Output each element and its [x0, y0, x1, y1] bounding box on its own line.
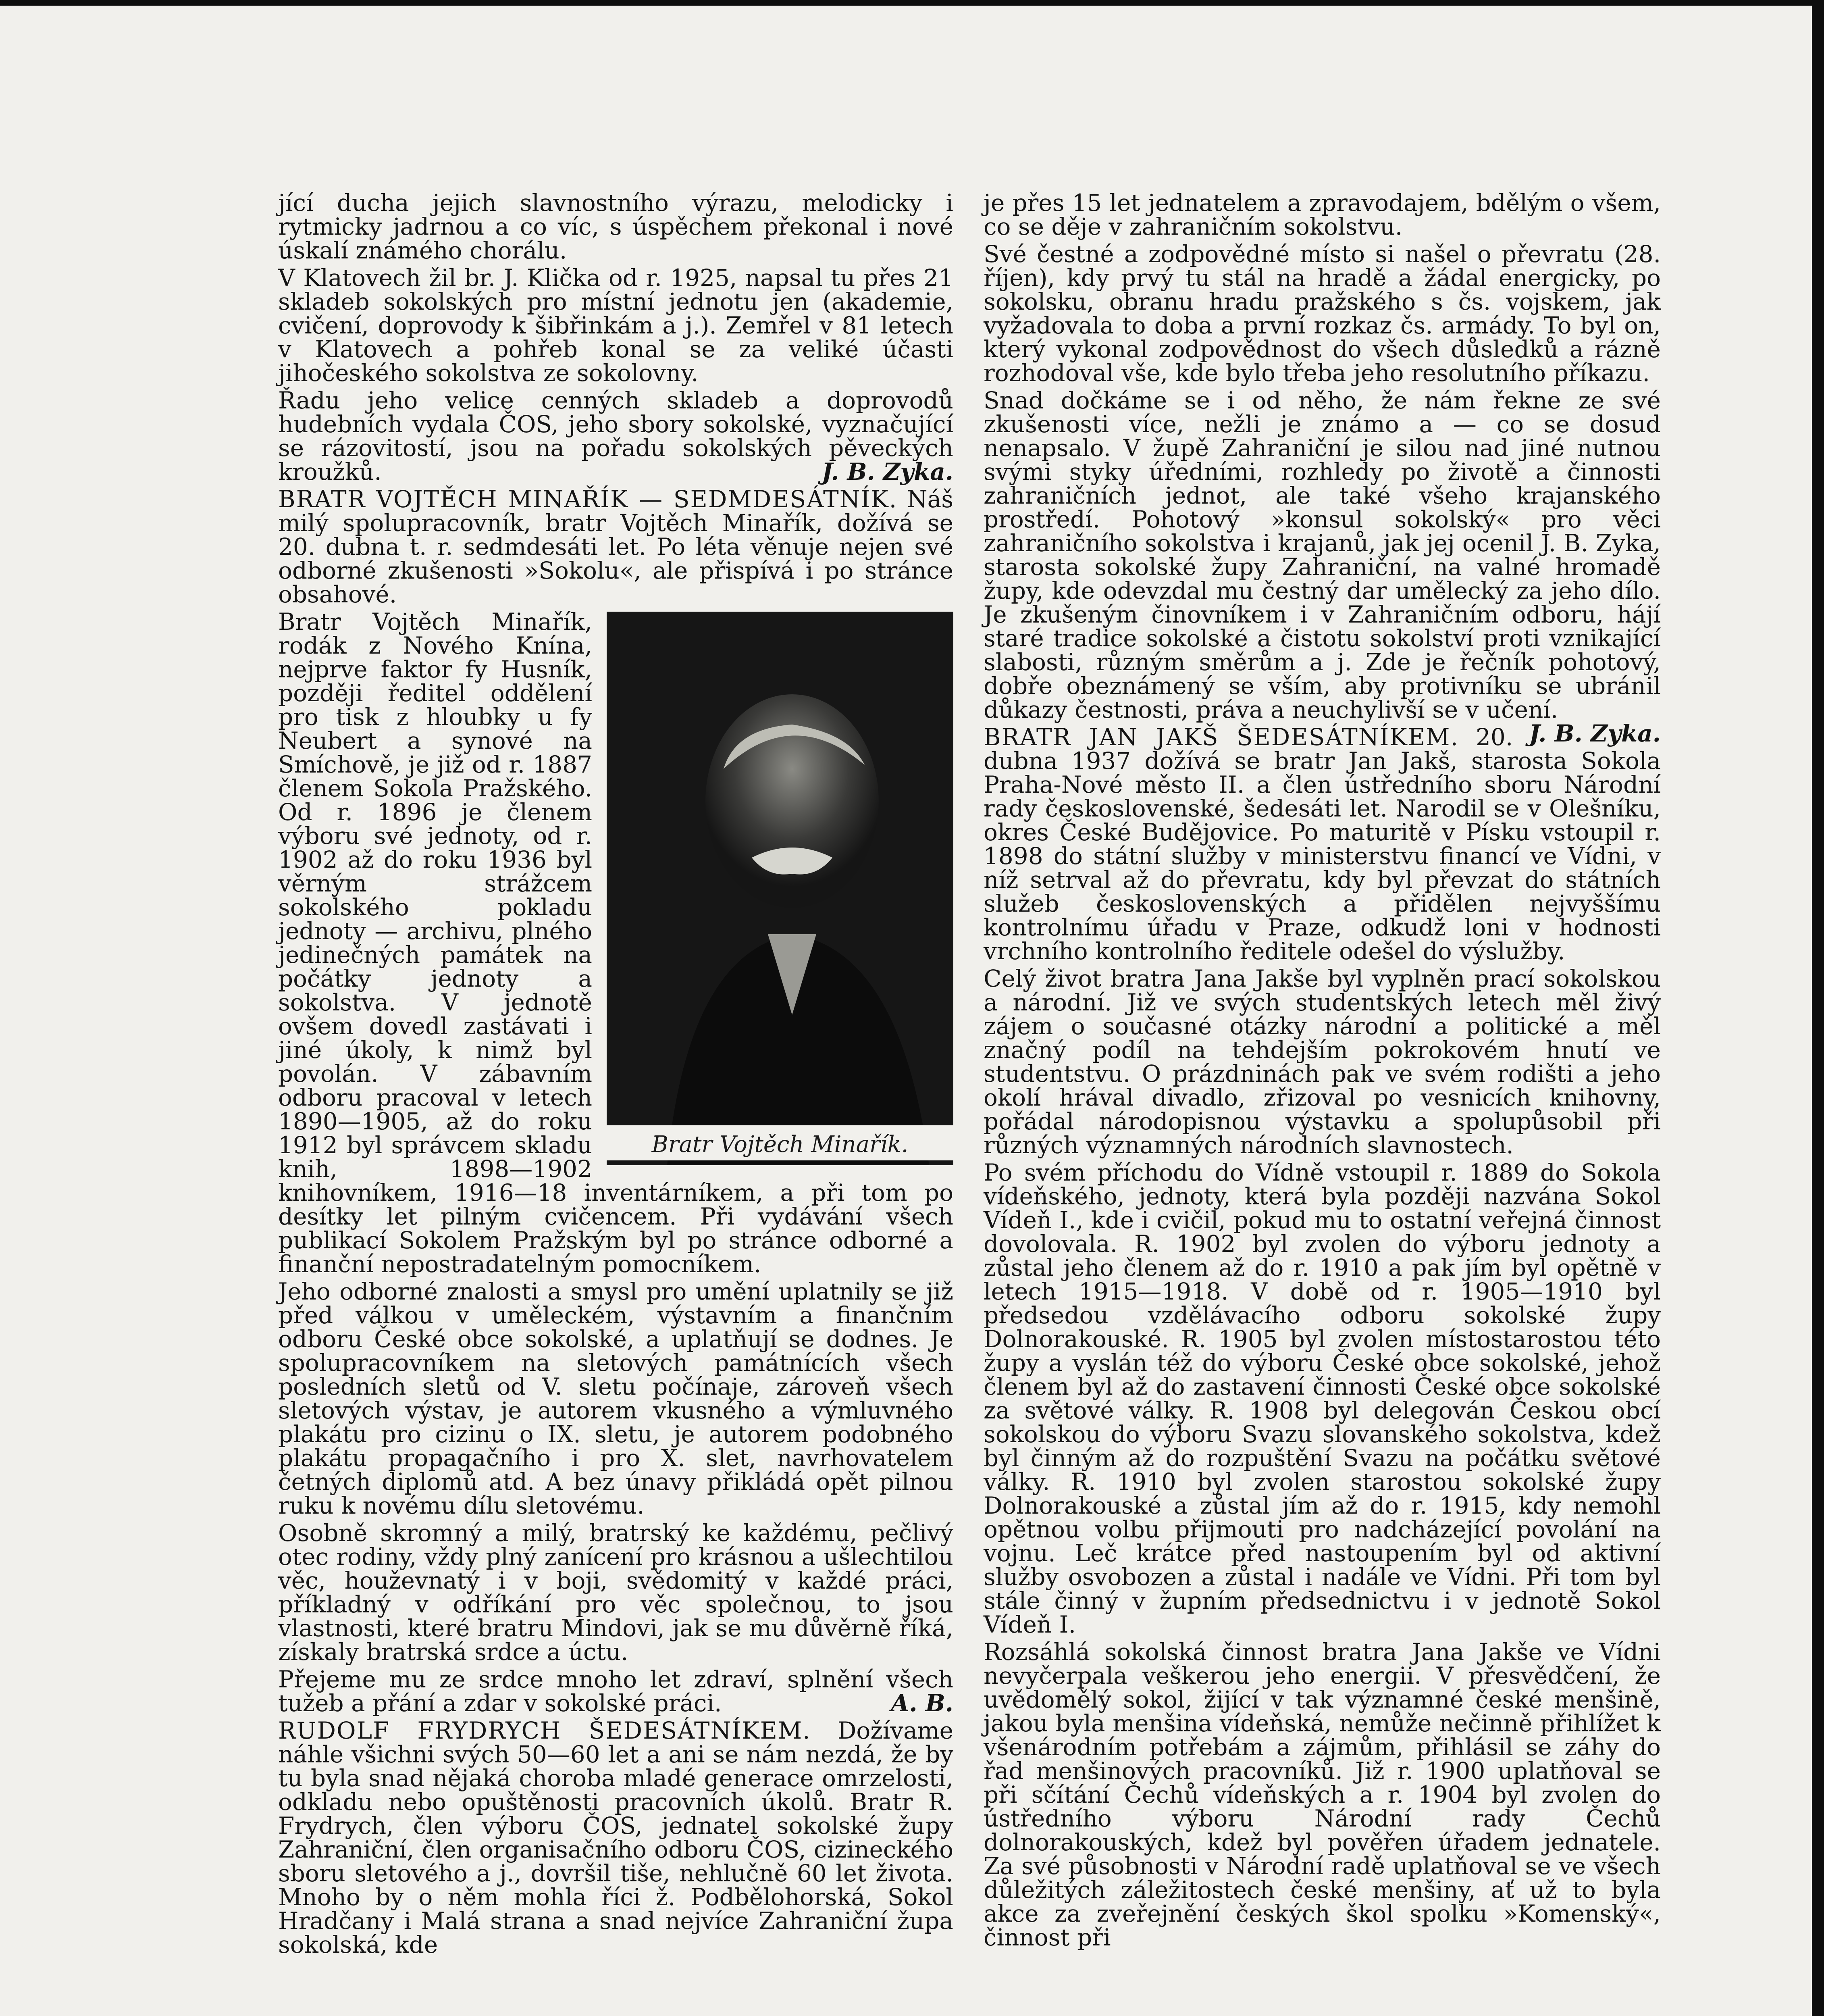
top-scan-edge — [0, 0, 1824, 6]
paragraph — [278, 1280, 953, 1518]
paragraph-text: Dožívame náhle všichni svých 50—60 let a ani se nám nezdá, že by tu byla snad nějaká choroba mladé generace omrzelosti, odkladu nebo opuštěnosti pracovních úkolů. Bratr R. Frydrych, člen výboru ČOS, jednatel sokolské župy Zahraniční, člen organisačního odboru ČOS, cizineckého sboru sletového a j., dovršil tiše, nehlučně 60 let života. Mnoho by o něm mohla říci ž. Podbělohorská, Sokol Hradčany i Malá strana a snad nejvíce Zahraniční župa sokolská, kde — [278, 1717, 954, 1958]
paragraph — [278, 191, 953, 262]
author-signature: A. B. — [891, 1689, 953, 1717]
paragraph — [984, 1640, 1661, 1949]
paragraph-text: Své čestné a zodpovědné místo si našel o převratu (28. říjen), kdy prvý tu stál na hradě a žádal energicky, po sokolsku, obranu hradu pražského s čs. vojskem, jak vyžadovala to doba a první rozkaz čs. armády. To byl on, který vykonal zodpovědnost do všech důsledků a rázně rozhodoval vše, kde bylo třeba jeho resolutního příkazu. — [984, 240, 1661, 387]
paragraph-text: Bratr Vojtěch Minařík, rodák z Nového Knína, nejprve faktor fy Husník, později ředitel oddělení pro tisk z hloubky u fy Neubert a synové na Smíchově, je již od r. 1887 členem Sokola Pražského. Od r. 1896 je členem výboru své jednoty, od r. 1902 až do roku 1936 byl věrným strážcem sokolského pokladu jednoty — archivu, plného jedinečných památek na počátky jednoty a sokolstva. V jednotě ovšem dovedl zastávati i jiné úkoly, k nimž byl povolán. V zábavním odboru pracoval v letech 1890—1905, až do roku 1912 byl správcem skladu knih, 1898—1902 knihovníkem, 1916—18 inventárníkem, a při tom po desítky let pilným cvičencem. Při vydávání všech publikací Sokolem Pražským byl po stránce odborné a finanční nepostradatelným pomocníkem. — [278, 608, 953, 1278]
paragraph-text: Náš milý spolupracovník, bratr Vojtěch Minařík, dožívá se 20. dubna t. r. sedmdesáti let. Po léta věnuje nejen své odborné zkušenosti »Sokolu«, ale přispívá i po stránce obsahové. — [278, 485, 954, 608]
paragraph-text: jící ducha jejich slavnostního výrazu, melodicky i rytmicky jadrnou a co víc, s úspěchem překonal i nové úskalí známého chorálu. — [278, 189, 953, 264]
paragraph — [278, 1521, 953, 1664]
paragraph — [984, 242, 1661, 385]
article-title: RUDOLF FRYDRYCH ŠEDESÁTNÍKEM. — [278, 1717, 811, 1744]
paragraph — [984, 191, 1661, 239]
paragraph — [278, 389, 953, 484]
left-column — [278, 191, 953, 1960]
paragraph-text: V Klatovech žil br. J. Klička od r. 1925, napsal tu přes 21 skladeb sokolských pro místní jednotu jen (akademie, cvičení, doprovody k šibřinkám a j.). Zemřel v 81 letech v Klatovech a pohřeb konal se za veliké účasti jihočeského sokolstva ze sokolovny. — [278, 264, 953, 387]
paragraph-text: Celý život bratra Jana Jakše byl vyplněn prací sokolskou a národní. Již ve svých studentských letech měl živý zájem o současné otázky národní a politické a měl značný podíl na tehdejším pokrokovém hnutí ve studentstvu. O prázdninách pak ve svém rodišti a jeho okolí hrával divadlo, zřizoval po vesnicích knihovny, pořádal národopisnou výstavku a spolupůsobil při různých významných národních slavnostech. — [984, 965, 1661, 1159]
paragraph-text: 20. dubna 1937 dožívá se bratr Jan Jakš, starosta Sokola Praha-Nové město II. a člen ústředního sboru Národní rady československé, šedesáti let. Narodil se v Olešníku, okres České Budějovice. Po maturitě v Písku vstoupil r. 1898 do státní služby v ministerstvu financí ve Vídni, v níž setrval až do převratu, kdy byl převzat do státních služeb československých a přidělen nejvyššímu kontrolnímu úřadu v Praze, odkudž loni v hodnosti vrchního kontrolního ředitele odešel do výslužby. — [984, 723, 1661, 965]
paragraph-text: je přes 15 let jednatelem a zpravodajem, bdělým o všem, co se děje v zahraničním sokolstvu. — [984, 189, 1661, 240]
paragraph — [278, 1719, 953, 1957]
paragraph — [278, 610, 953, 1276]
article-title: BRATR VOJTĚCH MINAŘÍK — SEDMDESÁTNÍK. — [278, 485, 898, 513]
right-scan-edge — [1812, 0, 1824, 2016]
paragraph — [278, 1668, 953, 1715]
portrait-image — [607, 612, 953, 1165]
author-signature: J. B. Zyka. — [1529, 720, 1661, 747]
paragraph — [278, 266, 953, 385]
paragraph-text: Po svém příchodu do Vídně vstoupil r. 1889 do Sokola vídeňského, jednoty, která byla později nazvána Sokol Vídeň I., kde i cvičil, pokud mu to ostatní veřejná činnost dovolovala. R. 1902 byl zvolen do výboru jednoty a zůstal jeho členem až do r. 1910 a pak jím byl opětně v letech 1915—1918. V době od r. 1905—1910 byl předsedou vzdělávacího odboru sokolské župy Dolnorakouské. R. 1905 byl zvolen místostarostou této župy a vyslán též do výboru České obce sokolské, jehož členem byl až do zastavení činnosti České obce sokolské za světové války. R. 1908 byl delegován Českou obcí sokolskou do výboru Svazu slovanského sokolstva, kdež byl činným až do rozpuštění Svazu na počátku světové války. R. 1910 byl zvolen starostou sokolské župy Dolnorakouské a zůstal jím až do r. 1915, kdy nemohl opětnou volbu přijmouti pro nadcházející povolání na vojnu. Leč krátce před nastoupením byl od aktivní služby osvobozen a zůstal i nadále ve Vídni. Při tom byl stále činný v župním předsednictvu i v jednotě Sokol Vídeň I. — [984, 1159, 1661, 1638]
paragraph-text: Osobně skromný a milý, bratrský ke každému, pečlivý otec rodiny, vždy plný zanícení pro krásnou a ušlechtilou věc, houževnatý i v boji, svědomitý v každé práci, příkladný v odříkání pro věc společnou, to jsou vlastnosti, které bratru Mindovi, jak se mu důvěrně říká, získaly bratrská srdce a úctu. — [278, 1519, 953, 1666]
article-title: BRATR JAN JAKŠ ŠEDESÁTNÍKEM. — [984, 723, 1459, 751]
paragraph-text: Snad dočkáme se i od něho, že nám řekne ze své zkušenosti více, nežli je známo a — co se dosud nenapsalo. V župě Zahraniční je silou nad jiné nutnou svými styky úředními, rozhledy po životě a činnosti zahraničních jednot, ale také všeho krajanského prostředí. Pohotový »konsul sokolský« pro věci zahraničního sokolstva i krajanů, jak jej ocenil J. B. Zyka, starosta sokolské župy Zahraniční, na valné hromadě župy, kde odevzdal mu čestný dar umělecký za jeho dílo. Je zkušeným činovníkem i v Zahraničním odboru, hájí staré tradice sokolské a čistotu sokolství proti vznikající slabosti, různým směrům a j. Zde je řečník pohotový, dobře obeznámený se vším, aby protivníku se ubránil důkazy čestnosti, práva a neuchylivší se v učení. — [984, 387, 1661, 723]
paragraph-text: Řadu jeho velice cenných skladeb a doprovodů hudebních vydala ČOS, jeho sbory sokolské, vyznačující se rázovitostí, jsou na pořadu sokolských pěveckých kroužků. — [278, 387, 953, 485]
photo-caption: Bratr Vojtěch Minařík. — [607, 1125, 953, 1160]
paragraph-text: Jeho odborné znalosti a smysl pro umění uplatnily se již před válkou v uměleckém, výstavním a finančním odboru České obce sokolské, a uplatňují se dodnes. Je spolupracovníkem na sletových památnících všech posledních sletů od V. sletu počínaje, zároveň všech sletových výstav, je autorem vkusného a výmluvného plakátu pro cizinu o IX. sletu, je autorem podobného plakátu propagačního i pro X. slet, navrhovatelem četných diplomů atd. A bez únavy přikládá opět pilnou ruku k novému dílu sletovému. — [278, 1278, 953, 1519]
right-column — [984, 191, 1661, 1953]
author-signature: J. B. Zyka. — [822, 458, 953, 485]
paragraph — [984, 967, 1661, 1157]
portrait-photo — [607, 612, 953, 1165]
paragraph — [984, 725, 1661, 963]
paragraph-text: Přejeme mu ze srdce mnoho let zdraví, splnění všech tužeb a přání a zdar v sokolské práci. — [278, 1666, 953, 1717]
paragraph — [984, 1161, 1661, 1637]
paragraph — [278, 487, 953, 606]
paragraph-text: Rozsáhlá sokolská činnost bratra Jana Jakše ve Vídni nevyčerpala veškerou jeho energii. V přesvědčení, že uvědomělý sokol, žijící v tak významné české menšině, jakou byla menšina vídeňská, nemůže nečinně přihlížet k všenárodním potřebám a zájmům, přihlásil se záhy do řad menšinových pracovníků. Již r. 1900 uplatňoval se při sčítání Čechů vídeňských a r. 1904 byl zvolen do ústředního výboru Národní rady Čechů dolnorakouských, kdež byl pověřen úřadem jednatele. Za své působnosti v Národní radě uplatňoval se ve všech důležitých záležitostech české menšiny, ať už to byla akce za zveřejnění českých škol spolku »Komenský«, činnost při — [984, 1638, 1661, 1951]
